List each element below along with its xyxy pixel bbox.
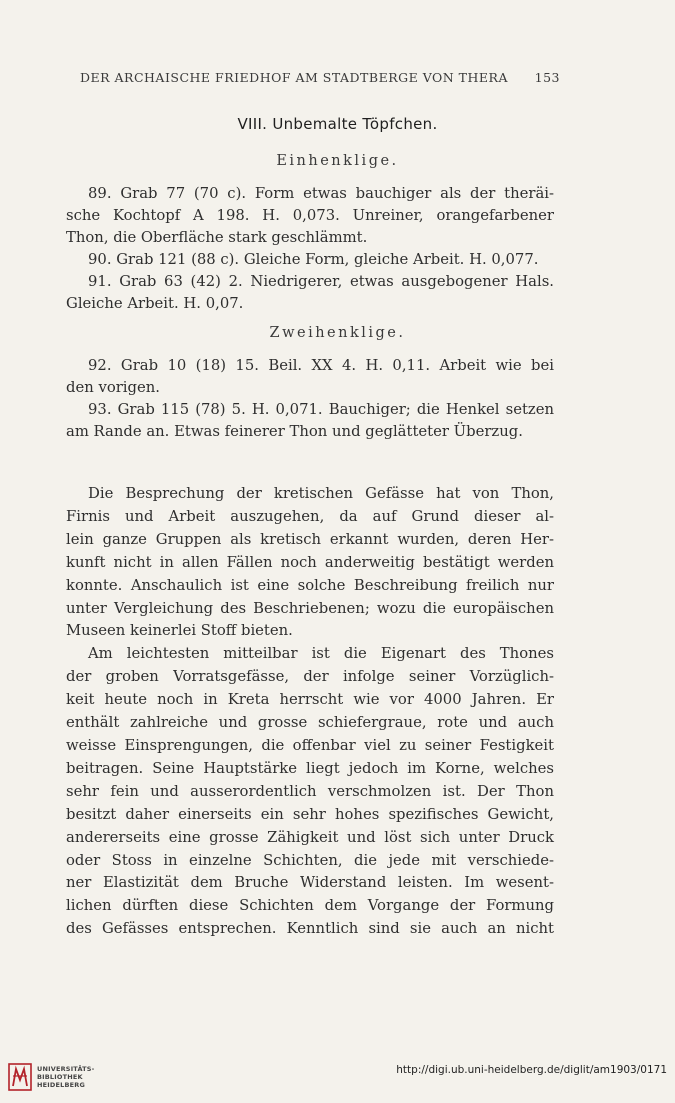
- library-name: [37, 1065, 95, 1089]
- entry-line: sche Kochtopf A 198. H. 0,073. Unreiner, orangefarbener: [66, 207, 554, 224]
- catalog-entry-90: [66, 249, 554, 271]
- body-text: [66, 483, 554, 941]
- body-line: oder Stoss in einzelne Schichten, die jede mit verschiede-: [66, 851, 554, 869]
- library-name-line: UNIVERSITÄTS-: [37, 1065, 95, 1073]
- entry-line: 92. Grab 10 (18) 15. Beil. XX 4. H. 0,11. Arbeit wie bei: [88, 357, 554, 374]
- running-head: [80, 70, 560, 85]
- body-line: andererseits eine grosse Zähigkeit und löst sich unter Druck: [66, 828, 554, 846]
- body-line: enthält zahlreiche und grosse schiefergraue, rote und auch: [66, 714, 554, 732]
- entry-line: Gleiche Arbeit. H. 0,07.: [66, 295, 244, 312]
- body-line: Museen keinerlei Stoff bieten.: [66, 622, 293, 640]
- body-line: Die Besprechung der kretischen Gefässe hat von Thon,: [88, 485, 554, 502]
- page-number: 153: [534, 70, 560, 85]
- entry-line: 91. Grab 63 (42) 2. Niedrigerer, etwas ausgebogener Hals.: [88, 273, 554, 290]
- body-line: weisse Einsprengungen, die offenbar viel zu seiner Festigkeit: [66, 736, 554, 754]
- library-logo-icon: [8, 1062, 32, 1092]
- body-line: keit heute noch in Kreta herrscht wie vor 4000 Jahren. Er: [66, 691, 554, 709]
- body-line: beitragen. Seine Hauptstärke liegt jedoch im Korne, welches: [66, 759, 554, 777]
- entry-line: am Rande an. Etwas feinerer Thon und geglätteter Überzug.: [66, 423, 523, 440]
- running-head-title: DER ARCHAISCHE FRIEDHOF AM STADTBERGE VON THERA: [80, 70, 508, 85]
- body-line: lichen dürften diese Schichten dem Vorgange der Formung: [66, 897, 554, 915]
- body-line: unter Vergleichung des Beschriebenen; wozu die europäischen: [66, 599, 554, 617]
- body-line: Am leichtesten mitteilbar ist die Eigenart des Thones: [88, 645, 554, 663]
- catalog-entry-92: [66, 355, 554, 399]
- paragraph-2: [66, 643, 554, 941]
- library-name-line: BIBLIOTHEK: [37, 1073, 83, 1081]
- body-line: der groben Vorratsgefässe, der infolge seiner Vorzüglich-: [66, 668, 554, 686]
- catalog-entry-91: [66, 271, 554, 315]
- body-line: kunft nicht in allen Fällen noch anderweitig bestätigt werden: [66, 553, 554, 571]
- body-line: besitzt daher einerseits ein sehr hohes spezifisches Gewicht,: [66, 805, 554, 823]
- digitization-footer: [0, 1050, 675, 1103]
- entry-line: den vorigen.: [66, 379, 160, 396]
- group-heading-zweihenklige: Zweihenklige.: [269, 325, 406, 341]
- body-line: konnte. Anschaulich ist eine solche Beschreibung freilich nur: [66, 576, 554, 594]
- entry-line: 93. Grab 115 (78) 5. H. 0,071. Bauchiger; die Henkel setzen: [88, 401, 554, 418]
- section-title: VIII. Unbemalte Töpfchen.: [237, 115, 438, 133]
- entry-line: Thon, die Oberfläche stark geschlämmt.: [66, 229, 368, 246]
- catalog-entry-93: [66, 399, 554, 443]
- entry-line: 90. Grab 121 (88 c). Gleiche Form, gleiche Arbeit. H. 0,077.: [88, 251, 539, 268]
- body-line: Firnis und Arbeit auszugehen, da auf Grund dieser al-: [66, 507, 554, 525]
- body-line: lein ganze Gruppen als kretisch erkannt wurden, deren Her-: [66, 530, 554, 548]
- group-heading-einhenklige: Einhenklige.: [276, 153, 399, 169]
- paragraph-1: [66, 483, 554, 643]
- library-name-line: HEIDELBERG: [37, 1081, 86, 1089]
- catalog-entry-89: [66, 183, 554, 249]
- entry-line: 89. Grab 77 (70 c). Form etwas bauchiger als der theräi-: [88, 185, 554, 202]
- body-line: ner Elastizität dem Bruche Widerstand leisten. Im wesent-: [66, 874, 554, 892]
- body-line: des Gefässes entsprechen. Kenntlich sind sie auch an nicht: [66, 920, 554, 938]
- source-url-link[interactable]: http://digi.ub.uni-heidelberg.de/diglit/am1903/0171: [396, 1064, 667, 1076]
- body-line: sehr fein und ausserordentlich verschmolzen ist. Der Thon: [66, 782, 554, 800]
